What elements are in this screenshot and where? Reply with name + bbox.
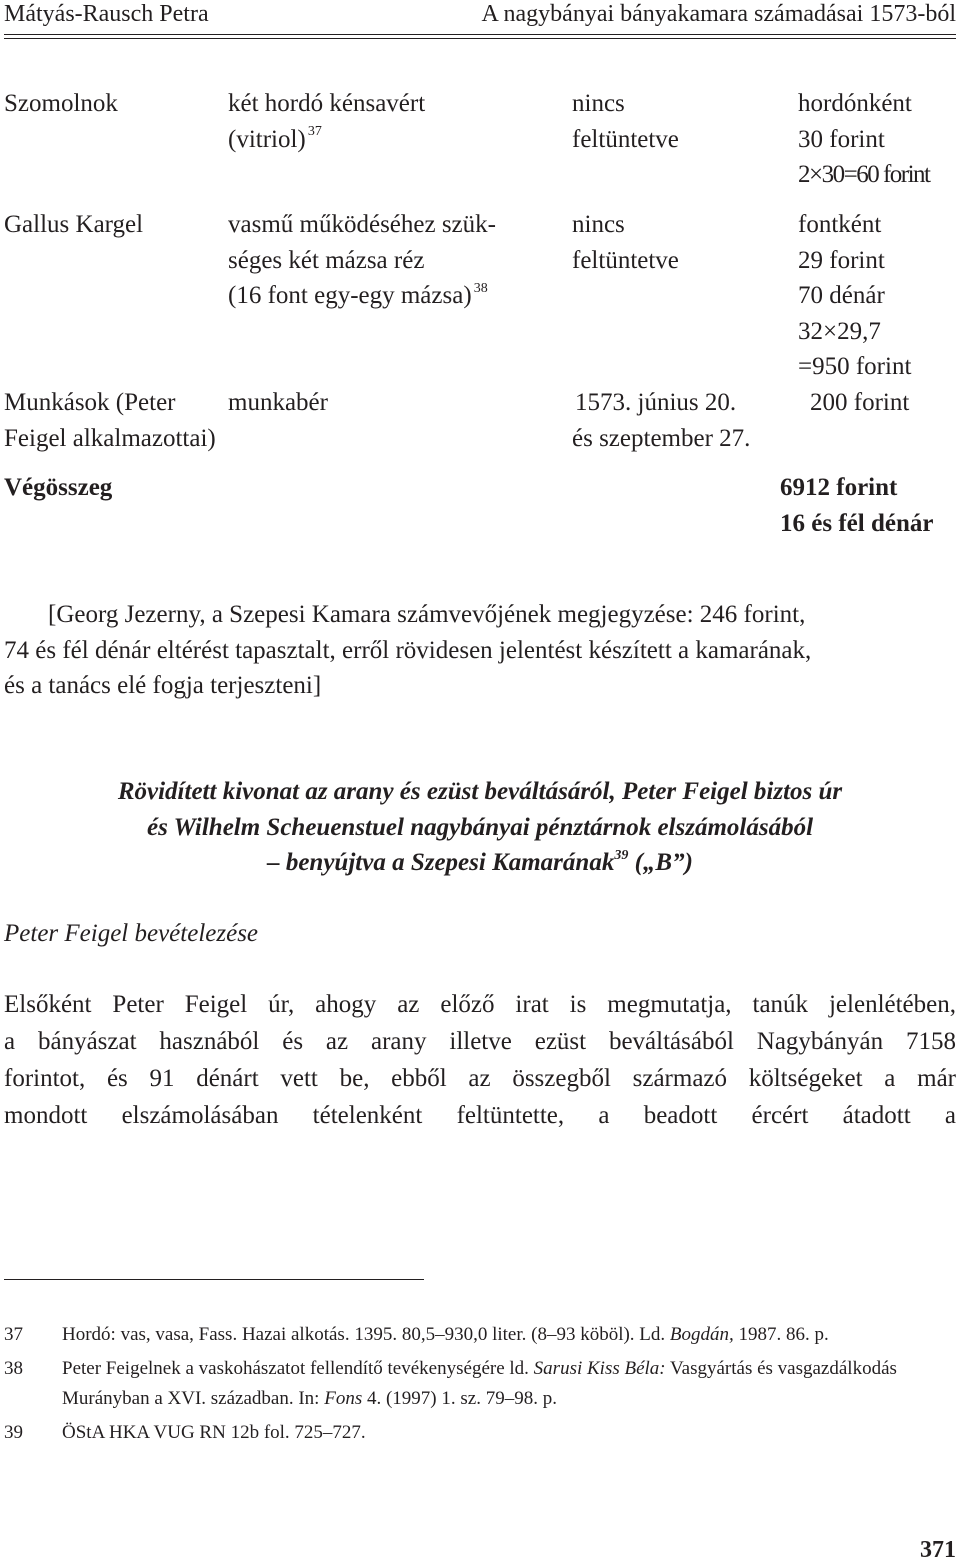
footnote-ref: 39 [614, 847, 629, 863]
running-header [4, 0, 956, 28]
footnote-ref: 37 [307, 124, 322, 140]
ledger-row [4, 385, 956, 470]
header-rule [4, 34, 956, 35]
ledger-date: 1573. június 20. és szeptember 27. [572, 389, 751, 452]
ledger-item: két hordó kénsavért (vitriol) $^{37}$ [228, 90, 426, 153]
ledger-name: Gallus Kargel [4, 211, 144, 238]
ledger-total-row [4, 470, 956, 550]
ledger-item: vasmű működéséhez szük- séges két mázsa réz (16 font egy-egy mázsa) $^{38}$ [228, 211, 496, 309]
subheading: Peter Feigel bevételezése [4, 920, 259, 947]
footnote-text: Sarusi Kiss Béla: [533, 1358, 666, 1379]
ledger-amount: hordónként 30 forint 2×30=60 forint [798, 90, 930, 188]
auditor-note: [Georg Jezerny, a Szepesi Kamara számvevőjének megjegyzése: 246 forint, 74 és fél dénár eltérést tapasztalt, erről rövidesen jelentést készített a kamarának, és a tanács elé fogja terjeszteni] [4, 601, 812, 699]
footnote-text: Vasgyártás és vasgazdálkodás Murányban a XVI. században. In: [62, 1358, 897, 1409]
section-heading: Rövidített kivonat az arany és ezüst beváltásáról, Peter Feigel biztos úr és Wilhelm Scheuenstuel nagybányai pénztárnok elszámolásából – benyújtva a Szepesi Kamarának$^{39}$ („B”) [117, 778, 843, 876]
footnote-text: Fons [324, 1388, 363, 1409]
footnote-text: Bogdán, [669, 1324, 734, 1345]
ledger-date: nincs feltüntetve [572, 90, 679, 153]
ledger-date: nincs feltüntetve [572, 211, 679, 274]
footnote-number: 38 [4, 1358, 23, 1379]
ledger-name: Munkások (Peter Feigel alkalmazottai) [4, 389, 216, 452]
footnote-ref: 38 [473, 280, 488, 296]
page-number: 371 [920, 1537, 956, 1563]
ledger-name: Szomolnok [4, 90, 118, 117]
ledger-row [4, 207, 956, 385]
footnote-text: Peter Feigelnek a vaskohászatot fellendítő tevékenységére ld. [62, 1358, 534, 1379]
footnote [4, 1354, 956, 1414]
header-author: Mátyás-Rausch Petra [4, 1, 209, 27]
footnote-text: 4. (1997) 1. sz. 79–98. p. [362, 1388, 557, 1409]
total-amount: 6912 forint 16 és fél dénár [780, 474, 934, 537]
footnote [4, 1418, 956, 1448]
total-label: Végösszeg [4, 474, 113, 501]
footnote [4, 1320, 956, 1350]
header-rule-double [4, 38, 956, 39]
header-title: A nagybányai bányakamara számadásai 1573-ból [481, 1, 956, 27]
footnote-text: 1987. 86. p. [733, 1324, 829, 1345]
footnote-number: 39 [4, 1422, 23, 1443]
body-paragraph: Elsőként Peter Feigel úr, ahogy az előző irat is megmutatja, tanúk jelenlétében, a bányászat hasznából és az arany illetve ezüst beváltásából Nagybányán 7158 forintot, és 91 dénárt vett be, ebből az összegből származó költségeket a már mondott elszámolásában tételenként feltüntette, a beadott ércért átadott a [4, 991, 956, 1129]
footnote-number: 37 [4, 1324, 23, 1345]
ledger-amount: fontként 29 forint 70 dénár 32×29,7 =950 forint [798, 211, 912, 380]
footnote-text: ÖStA HKA VUG RN 12b fol. 725–727. [62, 1422, 366, 1443]
ledger-amount: 200 forint [810, 389, 910, 416]
ledger-table [4, 86, 956, 550]
footnote-text: Hordó: vas, vasa, Fass. Hazai alkotás. 1395. 80,5–930,0 liter. (8–93 köböl). Ld. [62, 1324, 670, 1345]
footnotes [4, 1320, 956, 1452]
footnote-rule [4, 1279, 424, 1280]
ledger-row [4, 86, 956, 207]
ledger-item: munkabér [228, 389, 328, 416]
